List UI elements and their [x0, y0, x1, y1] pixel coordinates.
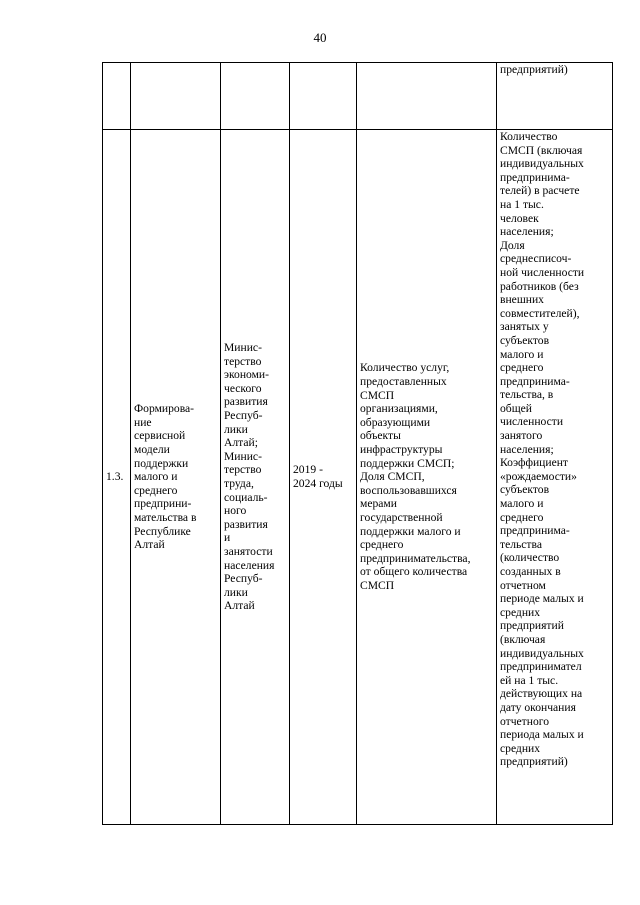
program-table	[102, 62, 613, 825]
cell-row-number: 1.3.	[103, 130, 131, 825]
cell-indicators-tail: предприятий)	[497, 63, 613, 130]
cell-executors-empty	[221, 63, 290, 130]
cell-number-empty	[103, 63, 131, 130]
cell-name-empty	[131, 63, 221, 130]
cell-executors: Минис- терство экономи- ческого развития Респуб- лики Алтай; Минис- терство труда, социаль- ного развития и занятости населения Респуб- лики Алтай	[221, 130, 290, 825]
cell-results-empty	[357, 63, 497, 130]
cell-activity-name: Формирова- ние сервисной модели поддержки малого и среднего предприни- мательства в Республике Алтай	[131, 130, 221, 825]
cell-indicators: Количество СМСП (включая индивидуальных предпринима- телей) в расчете на 1 тыс. человек населения; Доля среднесписоч- ной численности работников (без внешних совместителей), занятых у субъектов малого и среднего предпринима- тельства, в общей численности занятого населения; Коэффициент «рождаемости» субъектов малого и среднего предпринима- тельства (количество созданных в отчетном периоде малых и средних предприятий (включая индивидуальных предпринимател ей на 1 тыс. действующих на дату окончания отчетного периода малых и средних предприятий)	[497, 130, 613, 825]
page-number: 40	[313, 30, 327, 45]
cell-period: 2019 - 2024 годы	[290, 130, 357, 825]
table-row-continuation	[103, 63, 613, 130]
table-row	[103, 130, 613, 825]
cell-period-empty	[290, 63, 357, 130]
cell-results: Количество услуг, предоставленных СМСП организациями, образующими объекты инфраструктуры поддержки СМСП; Доля СМСП, воспользовавшихся мерами государственной поддержки малого и среднего предпринимательства, от общего количества СМСП	[357, 130, 497, 825]
